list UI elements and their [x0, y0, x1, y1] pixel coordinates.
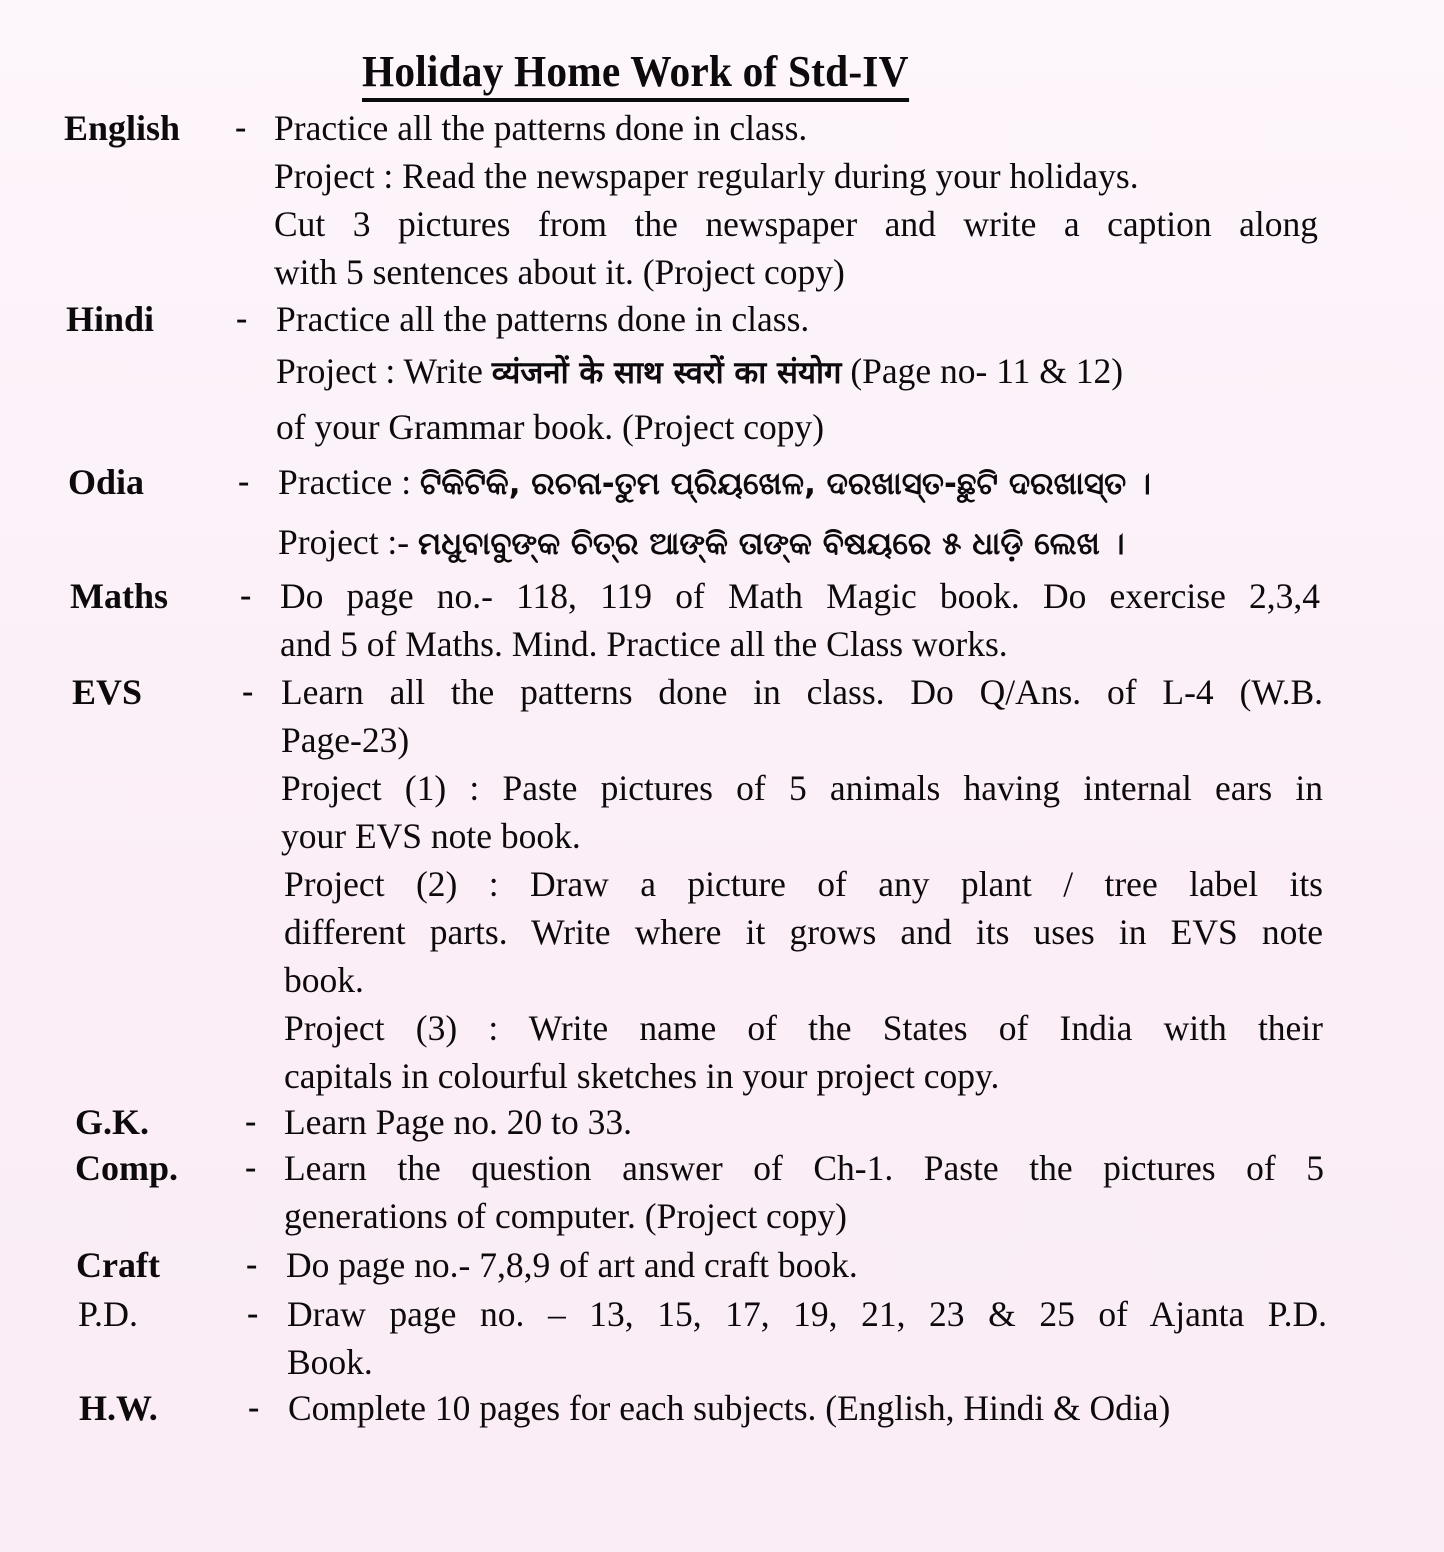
subject-label: G.K. — [75, 1102, 150, 1142]
separator-dash: - — [235, 109, 247, 146]
subject-label: Comp. — [75, 1148, 179, 1188]
project-prefix: Project :- — [278, 522, 418, 562]
content-line: Practice all the patterns done in class. — [274, 108, 808, 148]
content-line: Learn Page no. 20 to 33. — [284, 1102, 633, 1142]
subject-label: Craft — [76, 1245, 160, 1285]
content-line: Project (2) : Draw a picture of any plant / tree label its — [284, 864, 1323, 904]
content-line: with 5 sentences about it. (Project copy) — [274, 252, 845, 292]
subject-content — [274, 104, 1318, 296]
separator-dash: - — [236, 300, 248, 337]
separator-dash: - — [240, 577, 252, 614]
content-line: Project (1) : Paste pictures of 5 animals having internal ears in — [281, 768, 1323, 808]
content-line: Cut 3 pictures from the newspaper and write a caption along — [274, 204, 1318, 244]
content-line: Page-23) — [281, 720, 410, 760]
separator-dash: - — [242, 673, 254, 710]
subject-label: Maths — [70, 576, 168, 616]
subject-content — [276, 295, 1320, 451]
content-line: different parts. Write where it grows and its uses in EVS note — [284, 912, 1323, 952]
separator-dash: - — [245, 1149, 257, 1186]
practice-prefix: Practice : — [278, 462, 420, 502]
subject-content — [284, 1144, 1324, 1240]
content-line: and 5 of Maths. Mind. Practice all the Class works. — [280, 624, 1008, 664]
page-title: Holiday Home Work of Std-IV — [362, 46, 909, 102]
subject-label: EVS — [72, 672, 143, 712]
content-line: of your Grammar book. (Project copy) — [276, 407, 825, 447]
content-line — [276, 347, 1320, 397]
separator-dash: - — [247, 1295, 259, 1332]
subject-content — [288, 1384, 1328, 1432]
separator-dash: - — [248, 1389, 260, 1426]
content-line: Learn the question answer of Ch-1. Paste the pictures of 5 — [284, 1148, 1324, 1188]
odia-text: ଟିକିଟିକି, ରଚନା-ତୁମ ପ୍ରିୟଖେଳ, ଦରଖାସ୍ତ-ଛୁଟି ଦରଖାସ୍ତ । — [419, 466, 1151, 502]
subject-label: Odia — [68, 462, 145, 502]
subject-content — [286, 1241, 1326, 1289]
subject-label: English — [64, 108, 181, 148]
content-line: book. — [284, 960, 364, 1000]
content-line — [278, 458, 1322, 508]
content-line: Learn all the patterns done in class. Do Q/Ans. of L-4 (W.B. — [281, 672, 1323, 712]
content-line: Do page no.- 118, 119 of Math Magic book. Do exercise 2,3,4 — [280, 576, 1320, 616]
content-line: your EVS note book. — [281, 816, 581, 856]
separator-dash: - — [238, 463, 250, 500]
content-line: capitals in colourful sketches in your project copy. — [284, 1056, 1000, 1096]
content-line: Complete 10 pages for each subjects. (English, Hindi & Odia) — [288, 1388, 1171, 1428]
subject-content — [281, 668, 1323, 1100]
hindi-text: व्यंजनों के साथ स्वरों का संयोग — [491, 355, 842, 391]
odia-text: ମଧୁବାବୁଙ୍କ ଚିତ୍ର ଆଙ୍କି ତାଙ୍କ ବିଷୟରେ ୫ ଧାଡ଼ି ଲେଖ । — [418, 526, 1125, 562]
subject-content — [287, 1290, 1327, 1386]
subject-label: Hindi — [66, 299, 155, 339]
project-prefix: Project : Write — [276, 351, 492, 391]
subject-content — [278, 458, 1322, 568]
project-suffix: (Page no- 11 & 12) — [841, 351, 1124, 391]
content-line: Draw page no. – 13, 15, 17, 19, 21, 23 & 25 of Ajanta P.D. — [287, 1294, 1327, 1334]
content-line: Practice all the patterns done in class. — [276, 299, 810, 339]
separator-dash: - — [245, 1103, 257, 1140]
subject-content — [284, 1098, 1324, 1146]
content-line: generations of computer. (Project copy) — [284, 1196, 847, 1236]
subject-label: P.D. — [78, 1294, 139, 1334]
content-line: Project (3) : Write name of the States of India with their — [284, 1008, 1323, 1048]
separator-dash: - — [246, 1246, 258, 1283]
content-line: Book. — [287, 1342, 373, 1382]
content-line — [278, 518, 1322, 568]
subject-label: H.W. — [79, 1388, 158, 1428]
content-line: Do page no.- 7,8,9 of art and craft book. — [286, 1245, 858, 1285]
content-line: Project : Read the newspaper regularly during your holidays. — [274, 156, 1139, 196]
subject-content — [280, 572, 1320, 668]
